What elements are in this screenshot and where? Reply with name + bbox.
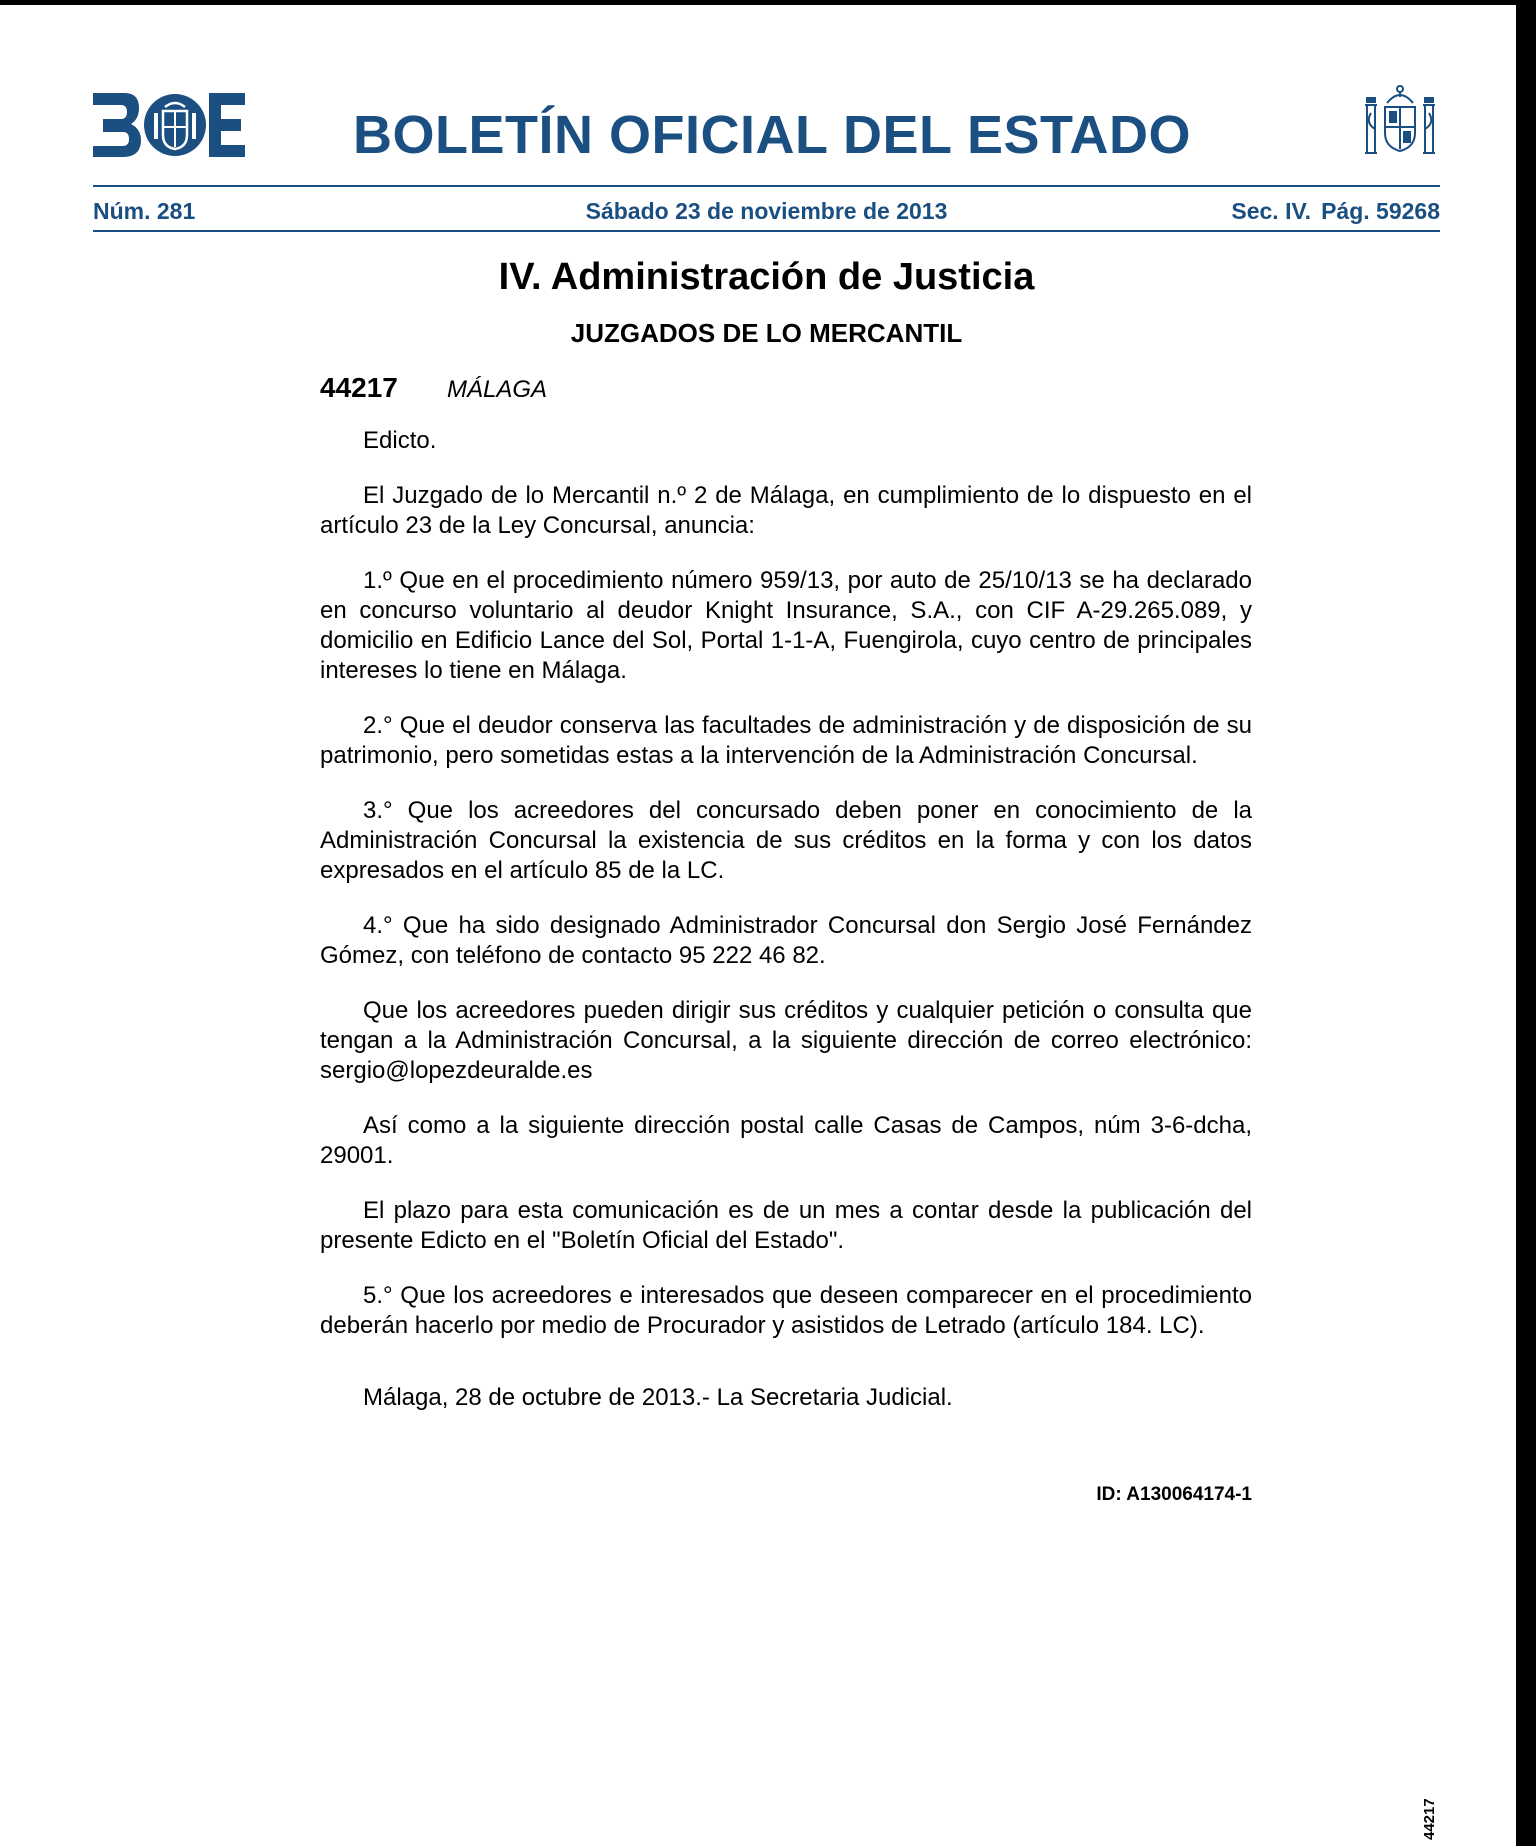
page-number: Pág. 59268	[1321, 198, 1440, 224]
edict-place: MÁLAGA	[447, 376, 548, 403]
paragraph: 4.° Que ha sido designado Administrador Concursal don Sergio José Fernández Gómez, con teléfono de contacto 95 222 46 82.	[320, 912, 1252, 969]
document-page	[0, 5, 1516, 1846]
paragraph: 3.° Que los acreedores del concursado deben poner en conocimiento de la Administración Concursal la existencia de sus créditos en la forma y con los datos expresados en el artículo 85 de la LC.	[320, 797, 1252, 884]
boe-logo	[93, 93, 245, 157]
issue-number: Núm. 281	[93, 198, 196, 224]
edict-body	[320, 426, 1252, 1413]
edict-number: 44217	[320, 372, 398, 403]
header-top-rule	[93, 185, 1440, 187]
section-page	[1231, 197, 1440, 225]
paragraph: 5.° Que los acreedores e interesados que deseen comparecer en el procedimiento deberán hacerlo por medio de Procurador y asistidos de Letrado (artículo 184. LC).	[320, 1282, 1252, 1339]
issue-info-row	[93, 197, 1440, 225]
header-bottom-rule	[93, 230, 1440, 232]
court-type-heading: JUZGADOS DE LO MERCANTIL	[570, 318, 963, 348]
paragraph: Edicto.	[363, 427, 437, 454]
issue-date: Sábado 23 de noviembre de 2013	[585, 198, 948, 224]
paragraph: Así como a la siguiente dirección postal calle Casas de Campos, núm 3-6-dcha, 29001.	[320, 1112, 1252, 1169]
signoff: Málaga, 28 de octubre de 2013.- La Secretaria Judicial.	[363, 1384, 953, 1411]
paragraph: El Juzgado de lo Mercantil n.º 2 de Málaga, en cumplimiento de lo dispuesto en el artículo 23 de la Ley Concursal, anuncia:	[320, 482, 1252, 539]
section-title: IV. Administración de Justicia	[498, 256, 1035, 298]
section-label: Sec. IV.	[1231, 198, 1312, 224]
paragraph: 1.º Que en el procedimiento número 959/13, por auto de 25/10/13 se ha declarado en concurso voluntario al deudor Knight Insurance, S.A., con CIF A-29.265.089, y domicilio en Edificio Lance del Sol, Portal 1-1-A, Fuengirola, cuyo centro de principales intereses lo tiene en Málaga.	[320, 567, 1252, 684]
edict-heading	[320, 371, 547, 405]
document-id: ID: A130064174-1	[1096, 1484, 1252, 1505]
paragraph: El plazo para esta comunicación es de un mes a contar desde la publicación del presente Edicto en el "Boletín Oficial del Estado".	[320, 1197, 1252, 1254]
paragraph: Que los acreedores pueden dirigir sus créditos y cualquier petición o consulta que tengan a la Administración Concursal, a la siguiente dirección de correo electrónico: sergio@lopezdeuralde.es	[320, 997, 1252, 1084]
coat-of-arms-icon	[1363, 83, 1437, 161]
gazette-title: BOLETÍN OFICIAL DEL ESTADO	[352, 105, 1192, 165]
side-edict-number: 44217	[1421, 1798, 1438, 1840]
paragraph: 2.° Que el deudor conserva las facultades de administración y de disposición de su patrimonio, pero sometidas estas a la intervención de la Administración Concursal.	[320, 712, 1252, 769]
